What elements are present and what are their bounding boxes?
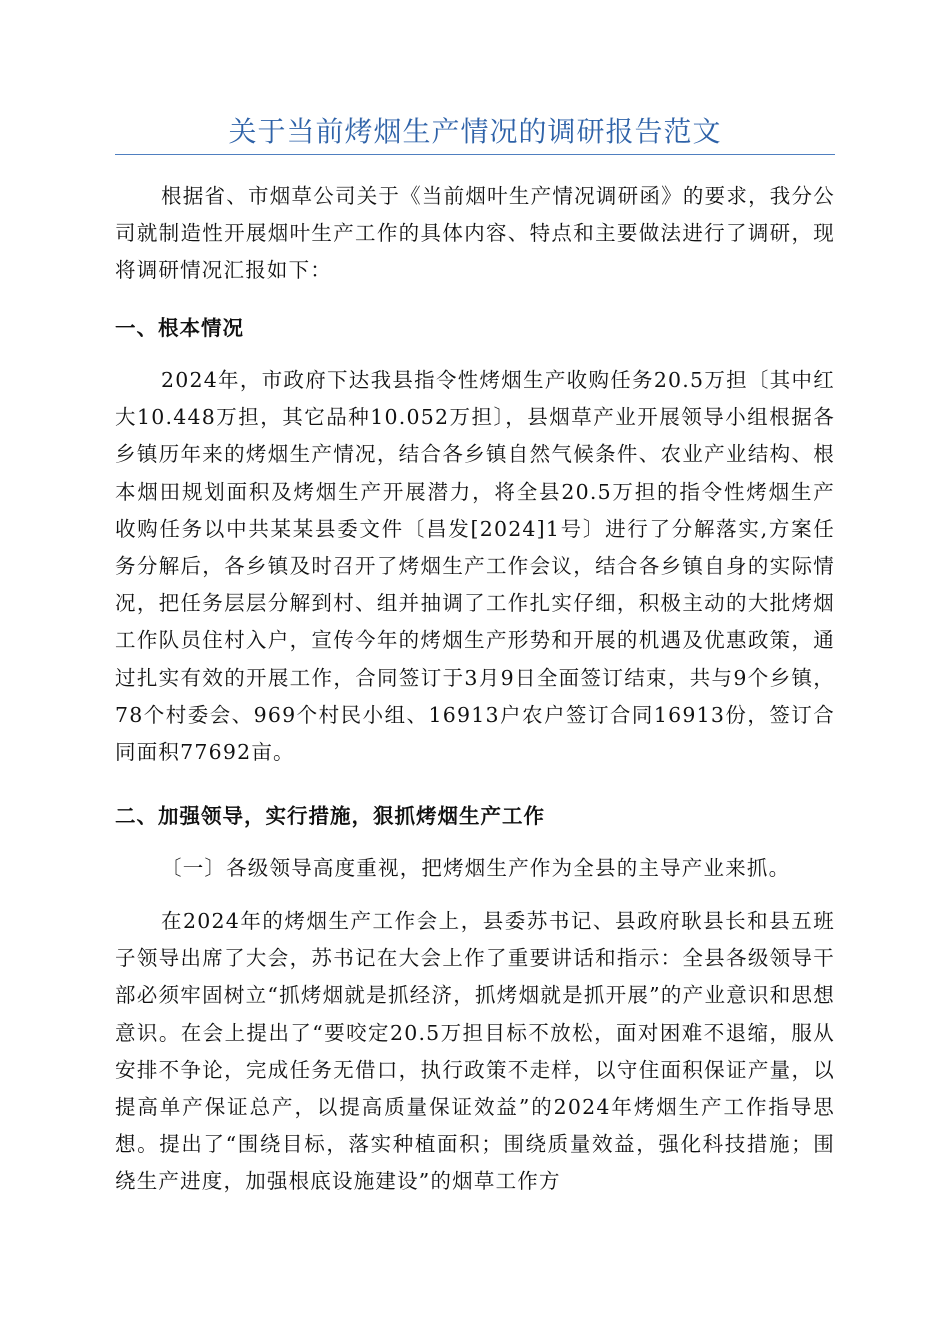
title-underline bbox=[115, 154, 835, 155]
section1-paragraph: 2024年，市政府下达我县指令性烤烟生产收购任务20.5万担〔其中红大10.448万担，其它品种10.052万担〕，县烟草产业开展领导小组根据各乡镇历年来的烤烟生产情况，结合各乡镇自然气候条件、农业产业结构、根本烟田规划面积及烤烟生产开展潜力，将全县20.5万担的指令性烤烟生产收购任务以中共某某县委文件〔昌发[2024]1号〕进行了分解落实,方案任务分解后，各乡镇及时召开了烤烟生产工作会议，结合各乡镇自身的实际情况，把任务层层分解到村、组并抽调了工作扎实仔细，积极主动的大批烤烟工作队员住村入户，宣传今年的烤烟生产形势和开展的机遇及优惠政策，通过扎实有效的开展工作，合同签订于3月9日全面签订结束，共与9个乡镇，78个村委会、969个村民小组、16913户农户签订合同16913份，签订合同面积77692亩。 bbox=[115, 368, 835, 765]
subsection-heading-1: 〔一〕各级领导高度重视，把烤烟生产作为全县的主导产业来抓。 bbox=[161, 856, 791, 880]
section-heading-2: 二、加强领导，实行措施，狠抓烤烟生产工作 bbox=[115, 804, 545, 828]
section2-paragraph: 在2024年的烤烟生产工作会上，县委苏书记、县政府耿县长和县五班子领导出席了大会，苏书记在大会上作了重要讲话和指示：全县各级领导干部必须牢固树立“抓烤烟就是抓经济，抓烤烟就是抓开展”的产业意识和思想意识。在会上提出了“要咬定20.5万担目标不放松，面对困难不退缩，服从安排不争论，完成任务无借口，执行政策不走样，以守住面积保证产量，以提高单产保证总产，以提高质量保证效益”的2024年烤烟生产工作指导思想。提出了“围绕目标，落实种植面积；围绕质量效益，强化科技措施；围绕生产进度，加强根底设施建设”的烟草工作方 bbox=[115, 909, 835, 1194]
document-title: 关于当前烤烟生产情况的调研报告范文 bbox=[228, 115, 722, 148]
section-heading-1: 一、根本情况 bbox=[115, 316, 244, 340]
intro-paragraph: 根据省、市烟草公司关于《当前烟叶生产情况调研函》的要求，我分公司就制造性开展烟叶生产工作的具体内容、特点和主要做法进行了调研，现将调研情况汇报如下： bbox=[115, 184, 835, 283]
